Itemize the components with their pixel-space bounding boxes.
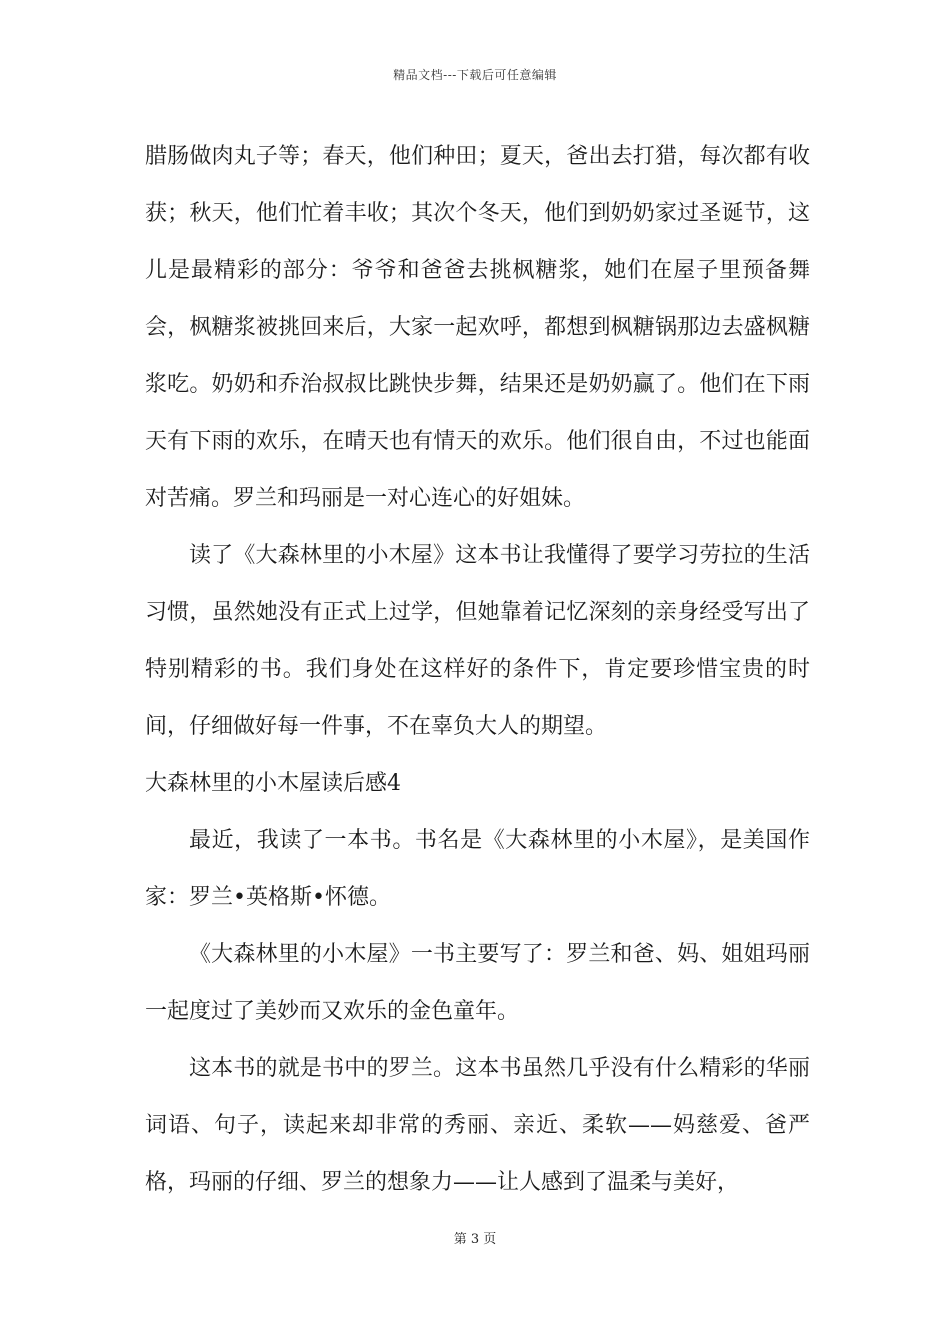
page-header: 精品文档---下载后可任意编辑 bbox=[393, 68, 557, 82]
page-number: 第 3 页 bbox=[453, 1232, 497, 1247]
paragraph-3: 最近，我读了一本书。书名是《大森林里的小木屋》，是美国作家：罗兰•英格斯•怀德。 bbox=[145, 828, 810, 910]
paragraph-5: 这本书的就是书中的罗兰。这本书虽然几乎没有什么精彩的华丽词语、句子，读起来却非常的秀丽、亲近、柔软——妈慈爱、爸严格，玛丽的仔细、罗兰的想象力——让人感到了温柔与美好， bbox=[145, 1056, 810, 1195]
paragraph-2: 读了《大森林里的小木屋》这本书让我懂得了要学习劳拉的生活习惯，虽然她没有正式上过学，但她靠着记忆深刻的亲身经受写出了特别精彩的书。我们身处在这样好的条件下，肯定要珍惜宝贵的时间，仔细做好每一件事，不在辜负大人的期望。 bbox=[145, 543, 810, 739]
paragraph-4: 《大森林里的小木屋》一书主要写了：罗兰和爸、妈、姐姐玛丽一起度过了美妙而又欢乐的金色童年。 bbox=[145, 942, 810, 1024]
document-body bbox=[145, 128, 810, 1211]
paragraph-1: 腊肠做肉丸子等；春天，他们种田；夏天，爸出去打猎，每次都有收获；秋天，他们忙着丰收；其次个冬天，他们到奶奶家过圣诞节，这儿是最精彩的部分：爷爷和爸爸去挑枫糖浆，她们在屋子里预备舞会，枫糖浆被挑回来后，大家一起欢呼，都想到枫糖锅那边去盛枫糖浆吃。奶奶和乔治叔叔比跳快步舞，结果还是奶奶赢了。他们在下雨天有下雨的欢乐，在晴天也有情天的欢乐。他们很自由，不过也能面对苦痛。罗兰和玛丽是一对心连心的好姐妹。 bbox=[145, 144, 810, 511]
section-heading: 大森林里的小木屋读后感4 bbox=[145, 771, 401, 796]
